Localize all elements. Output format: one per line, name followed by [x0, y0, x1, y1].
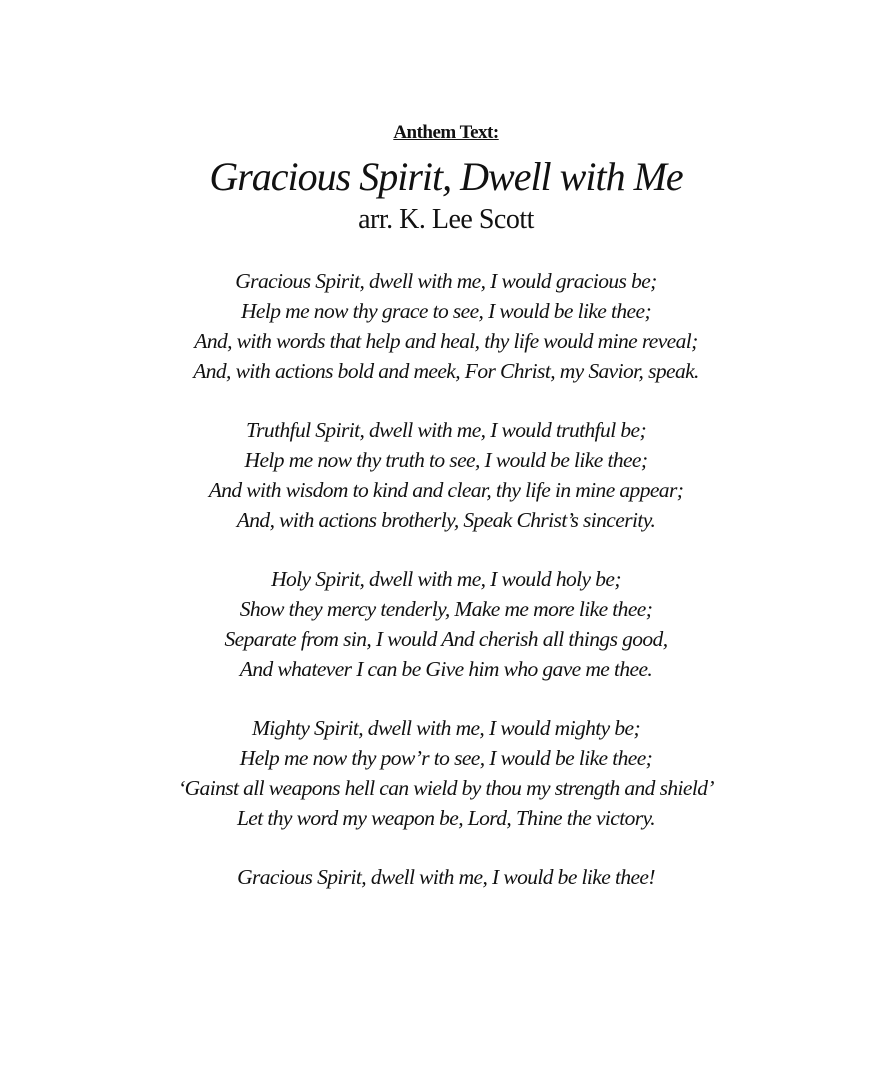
verse-line: Truthful Spirit, dwell with me, I would truthful be; — [245, 418, 647, 442]
stanza-3 — [0, 564, 892, 684]
verse-line: And, with words that help and heal, thy life would mine reveal; — [194, 329, 698, 353]
stanza-1 — [0, 266, 892, 386]
verse-line: Show they mercy tenderly, Make me more like thee; — [239, 597, 653, 621]
verse-line: Separate from sin, I would And cherish all things good, — [224, 627, 668, 651]
section-label: Anthem Text: — [393, 122, 499, 143]
anthem-title: Gracious Spirit, Dwell with Me — [209, 154, 683, 199]
verse-line: Help me now thy truth to see, I would be like thee; — [244, 448, 648, 472]
verse-line: Help me now thy pow’r to see, I would be like thee; — [239, 746, 653, 770]
verse-line: ‘Gainst all weapons hell can wield by thou my strength and shield’ — [178, 776, 714, 800]
verse-line: Mighty Spirit, dwell with me, I would mighty be; — [251, 716, 640, 740]
verse-line: Gracious Spirit, dwell with me, I would gracious be; — [235, 269, 657, 293]
verse-line: And with wisdom to kind and clear, thy life in mine appear; — [208, 478, 684, 502]
verse-line: Let thy word my weapon be, Lord, Thine the victory. — [236, 806, 656, 830]
stanza-2 — [0, 415, 892, 535]
verse-line: Gracious Spirit, dwell with me, I would be like thee! — [237, 865, 655, 889]
arranger-credit: arr. K. Lee Scott — [358, 204, 534, 235]
verse-line: Help me now thy grace to see, I would be like thee; — [240, 299, 651, 323]
stanza-4 — [0, 713, 892, 833]
verse-line: Holy Spirit, dwell with me, I would holy be; — [271, 567, 621, 591]
anthem-verses — [0, 266, 892, 921]
verse-line: And, with actions brotherly, Speak Christ’s sincerity. — [236, 508, 656, 532]
stanza-5 — [0, 862, 892, 892]
verse-line: And whatever I can be Give him who gave me thee. — [239, 657, 653, 681]
verse-line: And, with actions bold and meek, For Christ, my Savior, speak. — [193, 359, 699, 383]
